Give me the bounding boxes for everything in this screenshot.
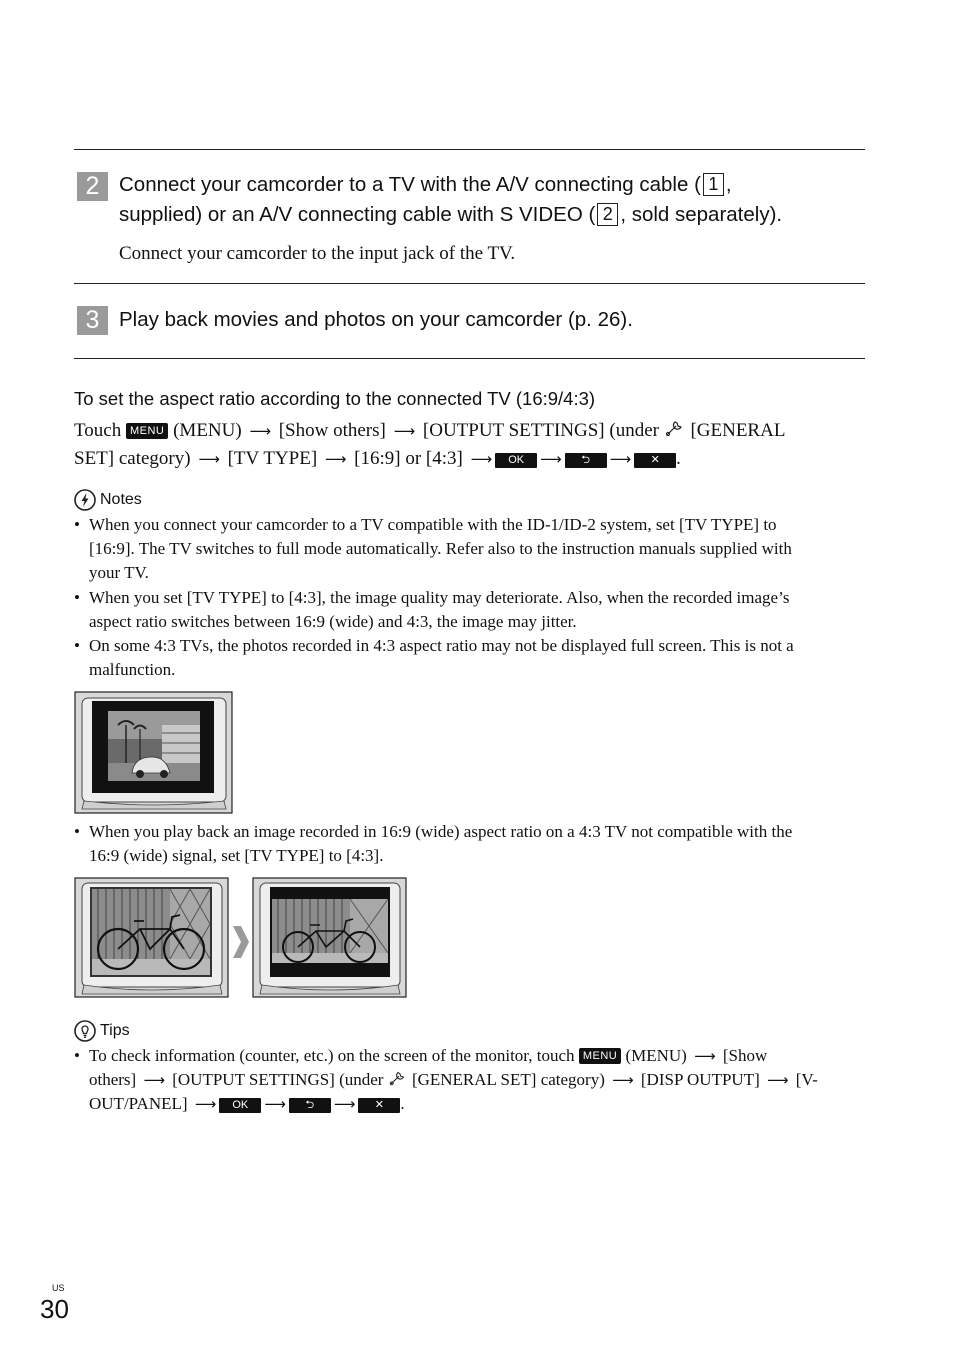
bullet: •: [74, 588, 80, 607]
tv-illustration-photo: [74, 691, 234, 815]
page-number: 30: [40, 1294, 69, 1324]
step-3-rule: [74, 358, 865, 359]
ok-button-icon: OK: [495, 453, 537, 468]
arrow-icon: ⟶: [470, 450, 493, 468]
arrow-icon: ⟶: [609, 450, 632, 468]
bullet: •: [74, 515, 80, 534]
aspect-heading: To set the aspect ratio according to the connected TV (16:9/4:3): [74, 388, 596, 409]
top-rule: [74, 149, 865, 150]
close-button-icon: ✕: [634, 453, 676, 468]
arrow-icon: ⟶: [612, 1071, 634, 1089]
step-number-3: 3: [77, 306, 108, 335]
arrow-icon: ⟶: [393, 422, 416, 440]
arrow-icon: ⟶: [264, 1095, 286, 1113]
notes-icon: [74, 489, 96, 511]
aspect-instruction-line-1: Touch MENU (MENU) ⟶ [Show others] ⟶ [OUTPUT SETTINGS] (under [GENERAL: [74, 417, 785, 445]
cable-callout-2: 2: [597, 203, 618, 226]
arrow-icon: ⟶: [249, 422, 271, 440]
menu-icon: MENU: [579, 1048, 621, 1064]
wrench-icon: [664, 418, 686, 438]
region-code: US: [52, 1283, 65, 1293]
return-button-icon: ⮌: [565, 453, 607, 468]
arrow-icon: ⟶: [198, 450, 220, 468]
step-2-heading: [119, 170, 859, 230]
arrow-right-icon: [231, 922, 251, 962]
step-2-line-1: Connect your camcorder to a TV with the A/V connecting cable ( 1 ,: [119, 173, 732, 196]
notes-title: Notes: [100, 491, 142, 508]
aspect-instruction-line-2: SET] category) ⟶ [TV TYPE] ⟶ [16:9] or [4:3] ⟶ OK ⟶ ⮌ ⟶ ✕ .: [74, 445, 681, 473]
bullet: •: [74, 1046, 80, 1065]
step-2-line-2: supplied) or an A/V connecting cable with S VIDEO ( 2 , sold separately).: [119, 203, 783, 226]
return-button-icon: ⮌: [289, 1098, 331, 1113]
cable-callout-1: 1: [703, 173, 724, 196]
step-2-subtext: Connect your camcorder to the input jack of the TV.: [119, 243, 516, 264]
arrow-icon: ⟶: [694, 1047, 716, 1065]
bullet: •: [74, 822, 80, 841]
menu-icon: MENU: [126, 423, 168, 439]
arrow-icon: ⟶: [194, 1095, 217, 1113]
arrow-icon: ⟶: [540, 450, 562, 468]
lightbulb-icon: [74, 1020, 96, 1042]
bullet: •: [74, 636, 80, 655]
step-3-heading: Play back movies and photos on your camcorder (p. 26).: [119, 308, 633, 331]
arrow-icon: ⟶: [143, 1071, 165, 1089]
step-number-2: 2: [77, 172, 108, 201]
tips-title: Tips: [100, 1022, 130, 1039]
tv-illustration-bicycle-after: [252, 877, 408, 999]
arrow-icon: ⟶: [324, 450, 347, 468]
ok-button-icon: OK: [219, 1098, 261, 1113]
close-button-icon: ✕: [358, 1098, 400, 1113]
arrow-icon: ⟶: [333, 1095, 356, 1113]
tv-illustration-bicycle-before: [74, 877, 230, 999]
step-2-rule: [74, 283, 865, 284]
arrow-icon: ⟶: [766, 1071, 789, 1089]
wrench-icon: [388, 1069, 408, 1087]
